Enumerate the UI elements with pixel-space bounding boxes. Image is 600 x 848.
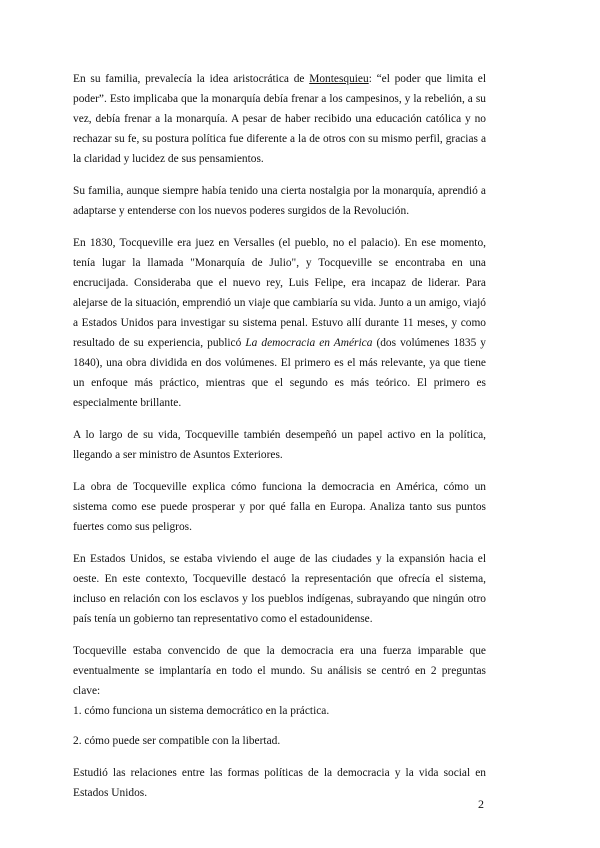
book-title: La democracia en América xyxy=(245,337,373,349)
page-number: 2 xyxy=(478,797,484,811)
paragraph-work: La obra de Tocqueville explica cómo funciona la democracia en América, cómo un sistema como ese puede prosperar y por qué falla en Europa. Analiza tanto sus puntos fuertes como sus peligros. xyxy=(73,481,486,533)
paragraph-text: En 1830, Tocqueville era juez en Versalles (el pueblo, no el palacio). En ese momento, tenía lugar la llamada "Monarquía de Julio", y Tocqueville se encontraba en una encrucijada. Consideraba que el nuevo rey, Luis Felipe, era incapaz de liderar. Para alejarse de la situación, emprendió un viaje que cambiaría su vida. Junto a un amigo, viajó a Estados Unidos para investigar su sistema penal. Estuvo allí durante 11 meses, y como resultado de su experiencia, publicó xyxy=(73,237,486,349)
paragraph-united-states: En Estados Unidos, se estaba viviendo el auge de las ciudades y la expansión hacia el oeste. En este contexto, Tocqueville destacó la representación que ofrecía el sistema, incluso en relación con los esclavos y los pueblos indígenas, subrayando que ningún otro país tenía un gobierno tan representativo como el estadounidense. xyxy=(73,553,486,625)
paragraph-1830 xyxy=(73,233,486,413)
paragraph-question-2: 2. cómo puede ser compatible con la libertad. xyxy=(73,735,281,747)
question-1: 1. cómo funciona un sistema democrático en la práctica. xyxy=(73,705,330,717)
document-body xyxy=(73,69,486,815)
paragraph-relations: Estudió las relaciones entre las formas políticas de la democracia y la vida social en Estados Unidos. xyxy=(73,767,486,799)
paragraph-text: (dos volúmenes 1835 y 1840), una obra dividida en dos volúmenes. El primero es el más relevante, ya que tiene un enfoque más práctico, mientras que el segundo es más teórico. El primero es especialmente brillante. xyxy=(73,337,487,409)
paragraph-text: Tocqueville estaba convencido de que la democracia era una fuerza imparable que eventualmente se implantaría en todo el mundo. Su análisis se centró en 2 preguntas clave: xyxy=(73,645,486,697)
paragraph-democracy-force xyxy=(73,641,486,721)
paragraph-text: : “el poder que limita el poder”. Esto implicaba que la monarquía debía frenar a los campesinos, y la rebelión, a su vez, debía frenar a la monarquía. A pesar de haber recibido una educación católica y no rechazar su fe, su postura política fue diferente a la de otros con su mismo perfil, gracias a la claridad y lucidez de sus pensamientos. xyxy=(73,73,487,165)
paragraph-text: En su familia, prevalecía la idea aristocrática de xyxy=(73,73,310,85)
montesquieu-link[interactable]: Montesquieu xyxy=(309,73,369,85)
paragraph-politics: A lo largo de su vida, Tocqueville también desempeñó un papel activo en la política, llegando a ser ministro de Asuntos Exteriores. xyxy=(73,429,486,461)
paragraph-family-adaptation: Su familia, aunque siempre había tenido una cierta nostalgia por la monarquía, aprendió a adaptarse y entenderse con los nuevos poderes surgidos de la Revolución. xyxy=(73,185,486,217)
paragraph-family-idea xyxy=(73,69,486,169)
